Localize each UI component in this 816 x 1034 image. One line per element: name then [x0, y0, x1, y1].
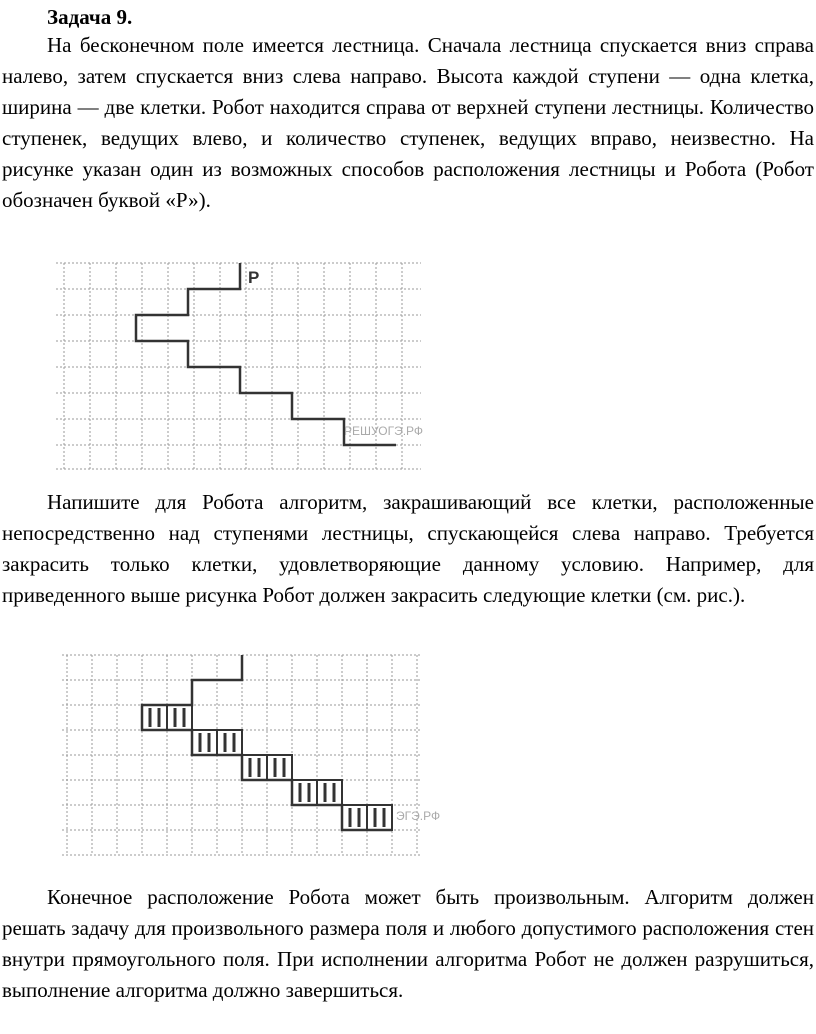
conclusion-paragraph: Конечное расположение Робота может быть произвольным. Алгоритм должен решать задачу для произвольного размера поля и любого допустимого расположения стен внутри прямоугольного поля. При исполнении алгоритма Робот не должен разрушиться, выполнение алгоритма должно завершиться. — [2, 885, 814, 1002]
instruction-paragraph: Напишите для Робота алгоритм, закрашивающий все клетки, расположенные непосредственно над ступенями лестницы, спускающейся слева направо. Требуется закрасить только клетки, удовлетворяющие данному условию. Например, для приведенного выше рисунка Робот должен закрасить следующие клетки (см. рис.). — [2, 490, 814, 607]
painted-cell — [217, 730, 242, 755]
painted-cell — [242, 755, 267, 780]
robot-label: Р — [248, 268, 260, 287]
painted-cell — [342, 805, 367, 830]
painted-cell — [267, 755, 292, 780]
painted-cell — [192, 730, 217, 755]
painted-cell — [292, 780, 317, 805]
watermark: ЭГЭ.РФ — [396, 809, 441, 823]
painted-cell — [367, 805, 392, 830]
painted-cell — [317, 780, 342, 805]
staircase-figure-initial — [56, 255, 426, 475]
intro-paragraph: На бесконечном поле имеется лестница. Сначала лестница спускается вниз справа налево, затем спускается вниз слева направо. Высота каждой ступени — одна клетка, ширина — две клетки. Робот находится справа от верхней ступени лестницы. Количество ступенек, ведущих влево, и количество ступенек, ведущих вправо, неизвестно. На рисунке указан один из возможных способов расположения лестницы и Робота (Робот обозначен буквой «Р»). — [2, 33, 814, 212]
painted-cell — [142, 705, 167, 730]
staircase-figure-result — [62, 650, 441, 865]
task-title: Задача 9. — [47, 5, 133, 29]
staircase-wall — [136, 263, 396, 445]
watermark: РЕШУОГЭ.РФ — [344, 424, 424, 438]
painted-cell — [167, 705, 192, 730]
